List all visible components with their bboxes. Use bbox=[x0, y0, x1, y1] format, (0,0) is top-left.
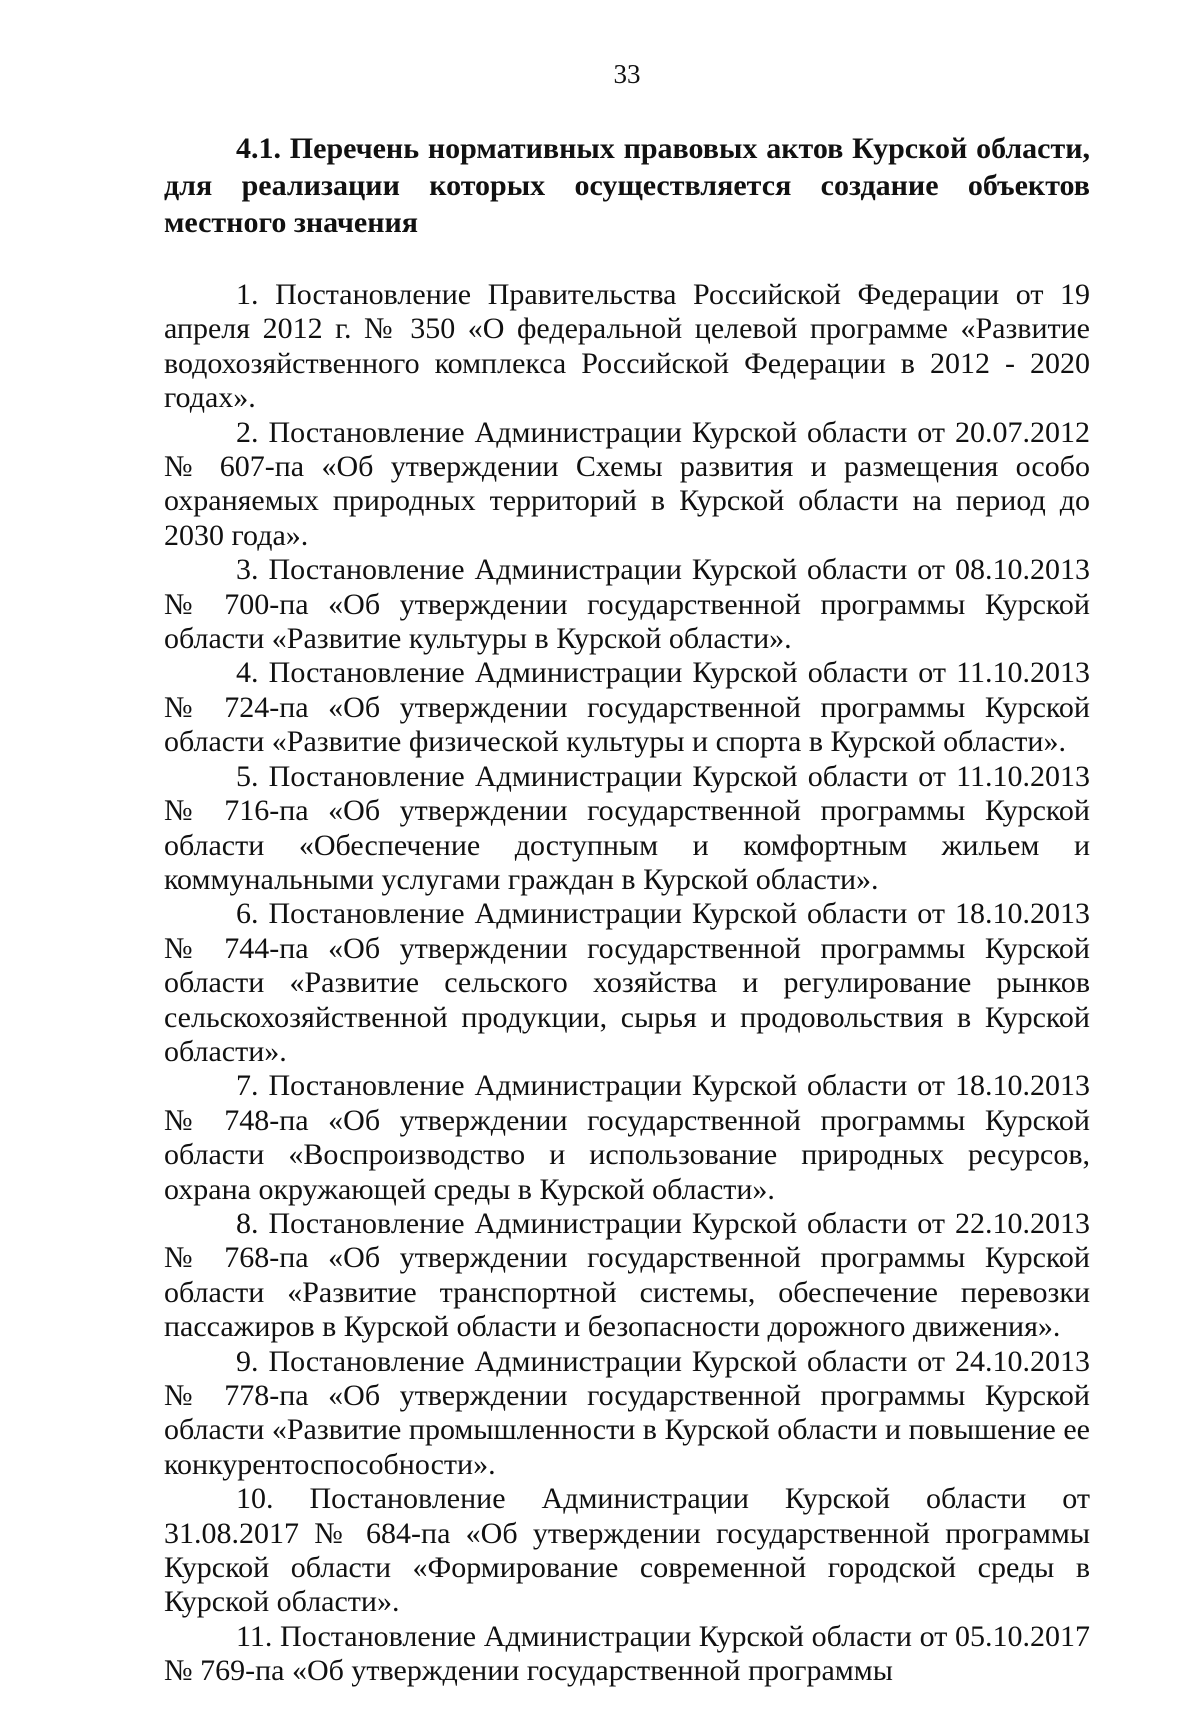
list-item: 3. Постановление Администрации Курской области от 08.10.2013 № 700-па «Об утверждении государственной программы Курской области «Развитие культуры в Курской области». bbox=[164, 553, 1090, 656]
list-item: 4. Постановление Администрации Курской области от 11.10.2013 № 724-па «Об утверждении государственной программы Курской области «Развитие физической культуры и спорта в Курской области». bbox=[164, 656, 1090, 759]
list-item: 8. Постановление Администрации Курской области от 22.10.2013 № 768-па «Об утверждении государственной программы Курской области «Развитие транспортной системы, обеспечение перевозки пассажиров в Курской области и безопасности дорожного движения». bbox=[164, 1206, 1090, 1344]
list-item: 10. Постановление Администрации Курской области от 31.08.2017 № 684-па «Об утверждении государственной программы Курской области «Формирование современной городской среды в Курской области». bbox=[164, 1482, 1090, 1619]
section-heading: 4.1. Перечень нормативных правовых актов Курской области, для реализации которых осуществляется создание объектов местного значения bbox=[164, 132, 1090, 239]
list-item: 5. Постановление Администрации Курской области от 11.10.2013 № 716-па «Об утверждении государственной программы Курской области «Обеспечение доступным и комфортным жильем и коммунальными услугами граждан в Курской области». bbox=[164, 759, 1090, 896]
list-item: 11. Постановление Администрации Курской области от 05.10.2017 № 769-па «Об утверждении государственной программы bbox=[164, 1619, 1090, 1688]
list-item: 2. Постановление Администрации Курской области от 20.07.2012 № 607-па «Об утверждении Схемы развития и размещения особо охраняемых природных территорий в Курской области на период до 2030 года». bbox=[164, 415, 1090, 552]
page-number: 33 bbox=[613, 59, 641, 89]
document-page bbox=[164, 58, 1090, 1689]
list-item: 7. Постановление Администрации Курской области от 18.10.2013 № 748-па «Об утверждении государственной программы Курской области «Воспроизводство и использование природных ресурсов, охрана окружающей среды в Курской области». bbox=[164, 1069, 1090, 1206]
list-item: 9. Постановление Администрации Курской области от 24.10.2013 № 778-па «Об утверждении государственной программы Курской области «Развитие промышленности в Курской области и повышение ее конкурентоспособности». bbox=[164, 1344, 1090, 1481]
list-item: 6. Постановление Администрации Курской области от 18.10.2013 № 744-па «Об утверждении государственной программы Курской области «Развитие сельского хозяйства и регулирование рынков сельскохозяйственной продукции, сырья и продовольствия в Курской области». bbox=[164, 897, 1090, 1068]
legal-acts-list bbox=[164, 278, 1090, 1689]
list-item: 1. Постановление Правительства Российской Федерации от 19 апреля 2012 г. № 350 «О федеральной целевой программе «Развитие водохозяйственного комплекса Российской Федерации в 2012 - 2020 годах». bbox=[164, 278, 1090, 415]
